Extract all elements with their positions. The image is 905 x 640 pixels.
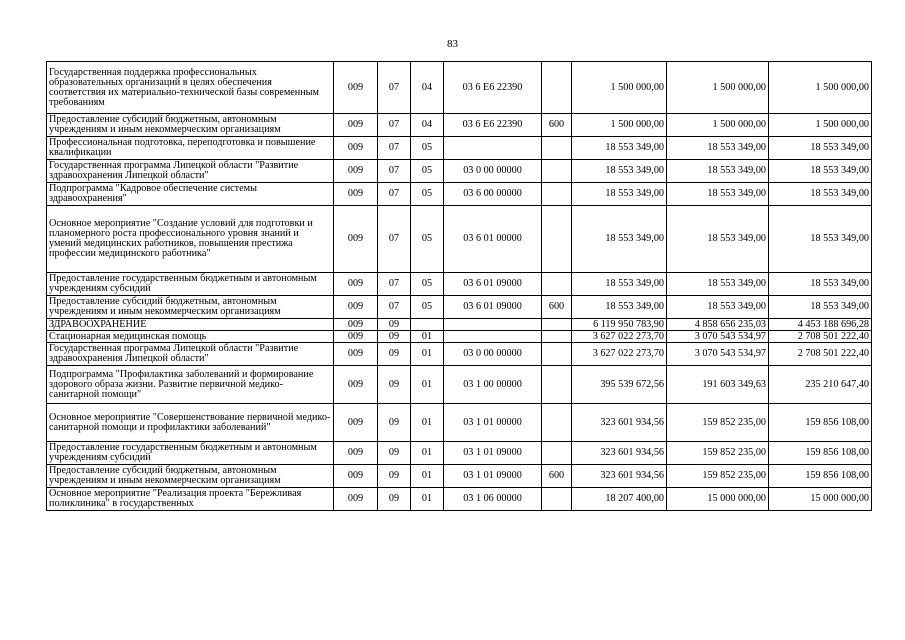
section-code: 09 — [378, 331, 411, 343]
row-name: Государственная программа Липецкой области "Развитие здравоохранения Липецкой области" — [47, 343, 334, 366]
ministry-code: 009 — [334, 273, 378, 296]
row-name: ЗДРАВООХРАНЕНИЕ — [47, 319, 334, 331]
section-code: 07 — [378, 296, 411, 319]
section-code: 09 — [378, 442, 411, 465]
row-name: Предоставление субсидий бюджетным, автономным учреждениям и иным некоммерческим организациям — [47, 465, 334, 488]
table-row — [47, 319, 872, 331]
expense-type-code: 600 — [542, 465, 572, 488]
amount-year-2: 191 603 349,63 — [667, 366, 769, 404]
amount-year-2: 18 553 349,00 — [667, 273, 769, 296]
section-code: 09 — [378, 366, 411, 404]
subsection-code: 01 — [411, 404, 444, 442]
target-article-code: 03 6 01 00000 — [444, 206, 542, 273]
row-name: Стационарная медицинская помощь — [47, 331, 334, 343]
amount-year-2: 159 852 235,00 — [667, 465, 769, 488]
row-name: Основное мероприятие "Совершенствование первичной медико-санитарной помощи и профилактики заболеваний" — [47, 404, 334, 442]
section-code: 09 — [378, 319, 411, 331]
amount-year-3: 18 553 349,00 — [769, 160, 872, 183]
row-name: Государственная программа Липецкой области "Развитие здравоохранения Липецкой области" — [47, 160, 334, 183]
amount-year-3: 1 500 000,00 — [769, 114, 872, 137]
amount-year-2: 3 070 543 534,97 — [667, 331, 769, 343]
amount-year-1: 323 601 934,56 — [572, 442, 667, 465]
expense-type-code — [542, 62, 572, 114]
ministry-code: 009 — [334, 137, 378, 160]
amount-year-1: 18 207 400,00 — [572, 488, 667, 511]
target-article-code: 03 1 01 09000 — [444, 442, 542, 465]
subsection-code: 01 — [411, 442, 444, 465]
amount-year-2: 159 852 235,00 — [667, 404, 769, 442]
amount-year-2: 1 500 000,00 — [667, 62, 769, 114]
ministry-code: 009 — [334, 366, 378, 404]
amount-year-3: 18 553 349,00 — [769, 206, 872, 273]
subsection-code: 05 — [411, 296, 444, 319]
ministry-code: 009 — [334, 442, 378, 465]
section-code: 09 — [378, 343, 411, 366]
section-code: 07 — [378, 206, 411, 273]
ministry-code: 009 — [334, 331, 378, 343]
expense-type-code — [542, 183, 572, 206]
expense-type-code: 600 — [542, 296, 572, 319]
expense-type-code — [542, 319, 572, 331]
row-name: Подпрограмма "Кадровое обеспечение системы здравоохранения" — [47, 183, 334, 206]
section-code: 09 — [378, 488, 411, 511]
amount-year-1: 18 553 349,00 — [572, 273, 667, 296]
target-article-code: 03 0 00 00000 — [444, 160, 542, 183]
target-article-code — [444, 319, 542, 331]
amount-year-3: 2 708 501 222,40 — [769, 331, 872, 343]
amount-year-3: 18 553 349,00 — [769, 296, 872, 319]
subsection-code: 01 — [411, 366, 444, 404]
amount-year-2: 18 553 349,00 — [667, 137, 769, 160]
expense-type-code — [542, 137, 572, 160]
subsection-code: 01 — [411, 488, 444, 511]
amount-year-1: 18 553 349,00 — [572, 137, 667, 160]
ministry-code: 009 — [334, 183, 378, 206]
ministry-code: 009 — [334, 160, 378, 183]
table-row — [47, 62, 872, 114]
row-name: Государственная поддержка профессиональных образовательных организаций в целях обеспечения соответствия их материально-технической базы современным требованиям — [47, 62, 334, 114]
amount-year-2: 18 553 349,00 — [667, 160, 769, 183]
amount-year-3: 159 856 108,00 — [769, 465, 872, 488]
subsection-code: 05 — [411, 137, 444, 160]
subsection-code: 05 — [411, 160, 444, 183]
amount-year-1: 1 500 000,00 — [572, 114, 667, 137]
target-article-code: 03 6 00 00000 — [444, 183, 542, 206]
expense-type-code — [542, 442, 572, 465]
section-code: 07 — [378, 273, 411, 296]
subsection-code — [411, 319, 444, 331]
subsection-code: 01 — [411, 331, 444, 343]
target-article-code: 03 1 00 00000 — [444, 366, 542, 404]
amount-year-3: 2 708 501 222,40 — [769, 343, 872, 366]
row-name: Предоставление государственным бюджетным и автономным учреждениям субсидий — [47, 442, 334, 465]
amount-year-3: 18 553 349,00 — [769, 183, 872, 206]
expense-type-code — [542, 343, 572, 366]
amount-year-3: 235 210 647,40 — [769, 366, 872, 404]
table-row — [47, 343, 872, 366]
subsection-code: 01 — [411, 343, 444, 366]
target-article-code — [444, 137, 542, 160]
target-article-code: 03 1 01 00000 — [444, 404, 542, 442]
table-row — [47, 442, 872, 465]
row-name: Предоставление государственным бюджетным и автономным учреждениям субсидий — [47, 273, 334, 296]
amount-year-2: 18 553 349,00 — [667, 296, 769, 319]
table-row — [47, 404, 872, 442]
section-code: 07 — [378, 62, 411, 114]
budget-table — [46, 61, 872, 511]
amount-year-2: 159 852 235,00 — [667, 442, 769, 465]
target-article-code: 03 1 06 00000 — [444, 488, 542, 511]
amount-year-3: 18 553 349,00 — [769, 273, 872, 296]
ministry-code: 009 — [334, 296, 378, 319]
amount-year-2: 1 500 000,00 — [667, 114, 769, 137]
expense-type-code — [542, 160, 572, 183]
ministry-code: 009 — [334, 114, 378, 137]
row-name: Подпрограмма "Профилактика заболеваний и формирование здорового образа жизни. Развитие первичной медико-санитарной помощи" — [47, 366, 334, 404]
section-code: 07 — [378, 160, 411, 183]
table-row — [47, 488, 872, 511]
amount-year-1: 18 553 349,00 — [572, 183, 667, 206]
amount-year-3: 4 453 188 696,28 — [769, 319, 872, 331]
amount-year-1: 18 553 349,00 — [572, 296, 667, 319]
table-row — [47, 206, 872, 273]
target-article-code: 03 6 01 09000 — [444, 273, 542, 296]
amount-year-2: 3 070 543 534,97 — [667, 343, 769, 366]
ministry-code: 009 — [334, 404, 378, 442]
amount-year-2: 4 858 656 235,03 — [667, 319, 769, 331]
amount-year-1: 323 601 934,56 — [572, 404, 667, 442]
amount-year-3: 15 000 000,00 — [769, 488, 872, 511]
ministry-code: 009 — [334, 465, 378, 488]
amount-year-3: 1 500 000,00 — [769, 62, 872, 114]
target-article-code: 03 6 Е6 22390 — [444, 62, 542, 114]
ministry-code: 009 — [334, 206, 378, 273]
target-article-code: 03 1 01 09000 — [444, 465, 542, 488]
expense-type-code — [542, 206, 572, 273]
table-row — [47, 114, 872, 137]
amount-year-1: 1 500 000,00 — [572, 62, 667, 114]
subsection-code: 04 — [411, 62, 444, 114]
expense-type-code — [542, 331, 572, 343]
row-name: Предоставление субсидий бюджетным, автономным учреждениям и иным некоммерческим организациям — [47, 296, 334, 319]
expense-type-code — [542, 404, 572, 442]
table-row — [47, 465, 872, 488]
amount-year-1: 3 627 022 273,70 — [572, 343, 667, 366]
row-name: Основное мероприятие "Создание условий для подготовки и планомерного роста профессионального уровня знаний и умений медицинских работников, повышения престижа профессии медицинского работника" — [47, 206, 334, 273]
subsection-code: 05 — [411, 273, 444, 296]
table-row — [47, 331, 872, 343]
row-name: Профессиональная подготовка, переподготовка и повышение квалификации — [47, 137, 334, 160]
table-row — [47, 366, 872, 404]
amount-year-2: 18 553 349,00 — [667, 183, 769, 206]
expense-type-code — [542, 273, 572, 296]
amount-year-1: 395 539 672,56 — [572, 366, 667, 404]
table-row — [47, 273, 872, 296]
section-code: 09 — [378, 465, 411, 488]
amount-year-1: 18 553 349,00 — [572, 206, 667, 273]
amount-year-1: 3 627 022 273,70 — [572, 331, 667, 343]
amount-year-1: 323 601 934,56 — [572, 465, 667, 488]
section-code: 07 — [378, 114, 411, 137]
amount-year-3: 159 856 108,00 — [769, 442, 872, 465]
row-name: Предоставление субсидий бюджетным, автономным учреждениям и иным некоммерческим организациям — [47, 114, 334, 137]
subsection-code: 01 — [411, 465, 444, 488]
table-row — [47, 296, 872, 319]
table-row — [47, 183, 872, 206]
table-body — [47, 62, 872, 511]
row-name: Основное мероприятие "Реализация проекта "Бережливая поликлиника" в государственных — [47, 488, 334, 511]
table-row — [47, 160, 872, 183]
expense-type-code — [542, 488, 572, 511]
subsection-code: 04 — [411, 114, 444, 137]
amount-year-3: 159 856 108,00 — [769, 404, 872, 442]
target-article-code: 03 6 Е6 22390 — [444, 114, 542, 137]
expense-type-code — [542, 366, 572, 404]
amount-year-1: 18 553 349,00 — [572, 160, 667, 183]
table-row — [47, 137, 872, 160]
amount-year-2: 15 000 000,00 — [667, 488, 769, 511]
amount-year-3: 18 553 349,00 — [769, 137, 872, 160]
ministry-code: 009 — [334, 488, 378, 511]
amount-year-2: 18 553 349,00 — [667, 206, 769, 273]
ministry-code: 009 — [334, 343, 378, 366]
page-number: 83 — [447, 38, 458, 50]
target-article-code — [444, 331, 542, 343]
section-code: 07 — [378, 137, 411, 160]
amount-year-1: 6 119 950 783,90 — [572, 319, 667, 331]
subsection-code: 05 — [411, 206, 444, 273]
ministry-code: 009 — [334, 319, 378, 331]
target-article-code: 03 0 00 00000 — [444, 343, 542, 366]
ministry-code: 009 — [334, 62, 378, 114]
target-article-code: 03 6 01 09000 — [444, 296, 542, 319]
expense-type-code: 600 — [542, 114, 572, 137]
section-code: 09 — [378, 404, 411, 442]
subsection-code: 05 — [411, 183, 444, 206]
section-code: 07 — [378, 183, 411, 206]
